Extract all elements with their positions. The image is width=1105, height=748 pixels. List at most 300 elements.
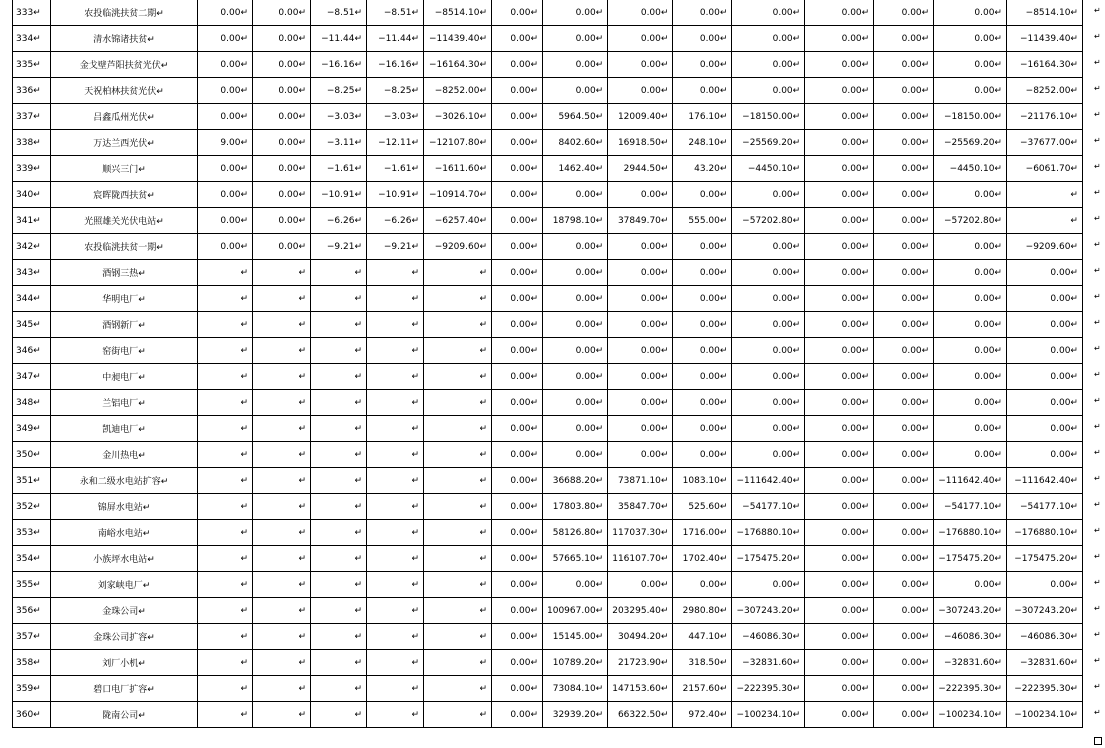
value-cell: 1716.00↵ — [673, 520, 732, 546]
table-row — [13, 182, 1083, 208]
value-cell: 0.00↵ — [874, 0, 934, 26]
value-cell: ↵ — [311, 572, 367, 598]
value-cell: 0.00↵ — [492, 364, 543, 390]
value-cell: 0.00↵ — [805, 338, 874, 364]
table-row — [13, 650, 1083, 676]
value-cell: −100234.10↵ — [732, 702, 805, 728]
value-cell: 0.00↵ — [874, 624, 934, 650]
value-cell: 0.00↵ — [198, 104, 253, 130]
row-end-mark: ↵ — [1094, 344, 1101, 353]
value-cell: 0.00↵ — [732, 78, 805, 104]
value-cell: −6257.40↵ — [424, 208, 492, 234]
value-cell: 0.00↵ — [934, 260, 1007, 286]
value-cell: 0.00↵ — [198, 26, 253, 52]
value-cell: 0.00↵ — [805, 52, 874, 78]
station-name-cell: 金珠公司扩容↵ — [51, 624, 198, 650]
table-resize-handle[interactable] — [1094, 737, 1102, 745]
value-cell: 0.00↵ — [732, 338, 805, 364]
value-cell: −8.51↵ — [367, 0, 424, 26]
value-cell: 0.00↵ — [492, 182, 543, 208]
value-cell: −175475.20↵ — [732, 546, 805, 572]
value-cell: ↵ — [424, 676, 492, 702]
value-cell: −18150.00↵ — [934, 104, 1007, 130]
row-number-cell: 358↵ — [13, 650, 51, 676]
table-row — [13, 442, 1083, 468]
row-end-mark: ↵ — [1094, 422, 1101, 431]
value-cell: 0.00↵ — [492, 598, 543, 624]
value-cell: 0.00↵ — [805, 624, 874, 650]
value-cell: −307243.20↵ — [1006, 598, 1082, 624]
value-cell: 0.00↵ — [874, 182, 934, 208]
value-cell: 0.00↵ — [492, 208, 543, 234]
value-cell: 0.00↵ — [253, 104, 311, 130]
value-cell: 2157.60↵ — [673, 676, 732, 702]
table-row — [13, 78, 1083, 104]
value-cell: 0.00↵ — [673, 0, 732, 26]
value-cell: 555.00↵ — [673, 208, 732, 234]
table-row — [13, 260, 1083, 286]
value-cell: 0.00↵ — [543, 442, 608, 468]
value-cell: 203295.40↵ — [608, 598, 673, 624]
value-cell: ↵ — [311, 598, 367, 624]
row-end-mark: ↵ — [1094, 318, 1101, 327]
value-cell: 2980.80↵ — [673, 598, 732, 624]
value-cell: −57202.80↵ — [732, 208, 805, 234]
value-cell: 116107.70↵ — [608, 546, 673, 572]
value-cell: ↵ — [367, 312, 424, 338]
value-cell: −18150.00↵ — [732, 104, 805, 130]
value-cell: 0.00↵ — [673, 442, 732, 468]
value-cell: 0.00↵ — [673, 364, 732, 390]
station-name-cell: 酒钢新厂↵ — [51, 312, 198, 338]
value-cell: −222395.30↵ — [1006, 676, 1082, 702]
table-row — [13, 624, 1083, 650]
row-end-mark: ↵ — [1094, 32, 1101, 41]
row-end-mark: ↵ — [1094, 58, 1101, 67]
row-end-mark: ↵ — [1094, 630, 1101, 639]
value-cell: 0.00↵ — [543, 364, 608, 390]
value-cell: 0.00↵ — [543, 234, 608, 260]
value-cell: −175475.20↵ — [934, 546, 1007, 572]
value-cell: ↵ — [311, 286, 367, 312]
table-row — [13, 468, 1083, 494]
value-cell: 0.00↵ — [874, 702, 934, 728]
value-cell: 0.00↵ — [492, 52, 543, 78]
value-cell: 2944.50↵ — [608, 156, 673, 182]
value-cell: −9.21↵ — [367, 234, 424, 260]
value-cell: ↵ — [424, 442, 492, 468]
value-cell: 0.00↵ — [805, 676, 874, 702]
value-cell: ↵ — [367, 286, 424, 312]
value-cell: 37849.70↵ — [608, 208, 673, 234]
value-cell: 0.00↵ — [805, 494, 874, 520]
row-number-cell: 340↵ — [13, 182, 51, 208]
value-cell: 0.00↵ — [253, 182, 311, 208]
value-cell: −54177.10↵ — [732, 494, 805, 520]
station-name-cell: 天祝柏林扶贫光伏↵ — [51, 78, 198, 104]
value-cell: 0.00↵ — [874, 130, 934, 156]
value-cell: −12107.80↵ — [424, 130, 492, 156]
value-cell: 0.00↵ — [543, 78, 608, 104]
value-cell: 0.00↵ — [492, 650, 543, 676]
value-cell: ↵ — [424, 286, 492, 312]
row-end-mark: ↵ — [1094, 396, 1101, 405]
value-cell: 0.00↵ — [492, 260, 543, 286]
value-cell: 0.00↵ — [492, 286, 543, 312]
value-cell: 0.00↵ — [934, 182, 1007, 208]
row-number-cell: 344↵ — [13, 286, 51, 312]
value-cell: ↵ — [1006, 208, 1082, 234]
value-cell: 0.00↵ — [492, 546, 543, 572]
value-cell: ↵ — [198, 390, 253, 416]
value-cell: ↵ — [198, 286, 253, 312]
value-cell: 0.00↵ — [874, 156, 934, 182]
value-cell: 0.00↵ — [805, 156, 874, 182]
row-number-cell: 353↵ — [13, 520, 51, 546]
value-cell: ↵ — [253, 702, 311, 728]
value-cell: 9.00↵ — [198, 130, 253, 156]
value-cell: 0.00↵ — [874, 26, 934, 52]
value-cell: 21723.90↵ — [608, 650, 673, 676]
value-cell: 0.00↵ — [253, 0, 311, 26]
value-cell: 0.00↵ — [732, 26, 805, 52]
row-end-mark: ↵ — [1094, 266, 1101, 275]
station-name-cell: 农投临洮扶贫一期↵ — [51, 234, 198, 260]
value-cell: 0.00↵ — [1006, 338, 1082, 364]
value-cell: 0.00↵ — [492, 26, 543, 52]
value-cell: 0.00↵ — [874, 468, 934, 494]
value-cell: 18798.10↵ — [543, 208, 608, 234]
row-number-cell: 345↵ — [13, 312, 51, 338]
station-name-cell: 万达兰西光伏↵ — [51, 130, 198, 156]
value-cell: ↵ — [424, 650, 492, 676]
value-cell: 0.00↵ — [673, 234, 732, 260]
station-name-cell: 农投临洮扶贫二期↵ — [51, 0, 198, 26]
value-cell: −8.51↵ — [311, 0, 367, 26]
row-end-mark: ↵ — [1094, 500, 1101, 509]
value-cell: 0.00↵ — [805, 650, 874, 676]
value-cell: 0.00↵ — [673, 312, 732, 338]
value-cell: 0.00↵ — [732, 286, 805, 312]
value-cell: ↵ — [253, 598, 311, 624]
value-cell: 0.00↵ — [492, 234, 543, 260]
table-row — [13, 156, 1083, 182]
value-cell: 0.00↵ — [608, 26, 673, 52]
value-cell: 0.00↵ — [198, 208, 253, 234]
table-row — [13, 312, 1083, 338]
value-cell: 0.00↵ — [805, 104, 874, 130]
row-end-mark: ↵ — [1094, 708, 1101, 717]
value-cell: 0.00↵ — [492, 572, 543, 598]
value-cell: 0.00↵ — [673, 572, 732, 598]
table-row — [13, 338, 1083, 364]
value-cell: −3026.10↵ — [424, 104, 492, 130]
station-name-cell: 宸晖陇西扶贫↵ — [51, 182, 198, 208]
value-cell: −12.11↵ — [367, 130, 424, 156]
value-cell: 0.00↵ — [608, 234, 673, 260]
row-number-cell: 354↵ — [13, 546, 51, 572]
value-cell: ↵ — [198, 702, 253, 728]
value-cell: −176880.10↵ — [1006, 520, 1082, 546]
value-cell: 0.00↵ — [874, 312, 934, 338]
value-cell: ↵ — [198, 494, 253, 520]
value-cell: ↵ — [311, 624, 367, 650]
station-name-cell: 中昶电厂↵ — [51, 364, 198, 390]
value-cell: 972.40↵ — [673, 702, 732, 728]
value-cell: −54177.10↵ — [934, 494, 1007, 520]
value-cell: −10.91↵ — [367, 182, 424, 208]
value-cell: 0.00↵ — [934, 52, 1007, 78]
value-cell: ↵ — [424, 546, 492, 572]
value-cell: 0.00↵ — [874, 520, 934, 546]
value-cell: 0.00↵ — [253, 52, 311, 78]
value-cell: −1.61↵ — [311, 156, 367, 182]
value-cell: −54177.10↵ — [1006, 494, 1082, 520]
table-row — [13, 0, 1083, 26]
row-number-cell: 336↵ — [13, 78, 51, 104]
value-cell: −9.21↵ — [311, 234, 367, 260]
value-cell: 0.00↵ — [805, 546, 874, 572]
station-name-cell: 兰铝电厂↵ — [51, 390, 198, 416]
station-name-cell: 南峪水电站↵ — [51, 520, 198, 546]
value-cell: −3.03↵ — [367, 104, 424, 130]
value-cell: 0.00↵ — [543, 52, 608, 78]
value-cell: 147153.60↵ — [608, 676, 673, 702]
value-cell: ↵ — [367, 494, 424, 520]
station-name-cell: 吕鑫瓜州光伏↵ — [51, 104, 198, 130]
value-cell: 0.00↵ — [543, 572, 608, 598]
value-cell: 0.00↵ — [1006, 260, 1082, 286]
value-cell: ↵ — [424, 338, 492, 364]
value-cell: 0.00↵ — [543, 312, 608, 338]
value-cell: 0.00↵ — [732, 52, 805, 78]
value-cell: 0.00↵ — [673, 286, 732, 312]
value-cell: ↵ — [311, 468, 367, 494]
value-cell: 0.00↵ — [805, 312, 874, 338]
value-cell: 0.00↵ — [1006, 364, 1082, 390]
value-cell: 0.00↵ — [805, 442, 874, 468]
station-name-cell: 陇南公司↵ — [51, 702, 198, 728]
value-cell: 15145.00↵ — [543, 624, 608, 650]
value-cell: −307243.20↵ — [934, 598, 1007, 624]
value-cell: ↵ — [367, 520, 424, 546]
value-cell: 12009.40↵ — [608, 104, 673, 130]
value-cell: 0.00↵ — [608, 572, 673, 598]
table-row — [13, 494, 1083, 520]
value-cell: 0.00↵ — [874, 442, 934, 468]
value-cell: −16.16↵ — [367, 52, 424, 78]
value-cell: −175475.20↵ — [1006, 546, 1082, 572]
value-cell: 525.60↵ — [673, 494, 732, 520]
value-cell: 0.00↵ — [934, 312, 1007, 338]
value-cell: 17803.80↵ — [543, 494, 608, 520]
value-cell: 0.00↵ — [492, 78, 543, 104]
station-name-cell: 华明电厂↵ — [51, 286, 198, 312]
value-cell: 0.00↵ — [874, 234, 934, 260]
value-cell: −16.16↵ — [311, 52, 367, 78]
value-cell: ↵ — [253, 416, 311, 442]
value-cell: −46086.30↵ — [732, 624, 805, 650]
value-cell: ↵ — [424, 312, 492, 338]
value-cell: ↵ — [253, 260, 311, 286]
value-cell: 0.00↵ — [874, 390, 934, 416]
value-cell: ↵ — [424, 702, 492, 728]
value-cell: 0.00↵ — [253, 208, 311, 234]
value-cell: 0.00↵ — [874, 598, 934, 624]
value-cell: ↵ — [311, 364, 367, 390]
value-cell: 0.00↵ — [198, 0, 253, 26]
row-end-mark: ↵ — [1094, 110, 1101, 119]
row-end-mark: ↵ — [1094, 136, 1101, 145]
value-cell: ↵ — [424, 416, 492, 442]
row-number-cell: 349↵ — [13, 416, 51, 442]
value-cell: 0.00↵ — [1006, 416, 1082, 442]
value-cell: 0.00↵ — [1006, 390, 1082, 416]
value-cell: ↵ — [367, 260, 424, 286]
value-cell: 0.00↵ — [608, 390, 673, 416]
value-cell: 0.00↵ — [934, 572, 1007, 598]
table-row — [13, 572, 1083, 598]
value-cell: 100967.00↵ — [543, 598, 608, 624]
row-number-cell: 343↵ — [13, 260, 51, 286]
value-cell: 0.00↵ — [874, 546, 934, 572]
value-cell: 0.00↵ — [934, 390, 1007, 416]
value-cell: 0.00↵ — [805, 390, 874, 416]
value-cell: ↵ — [253, 650, 311, 676]
value-cell: 0.00↵ — [805, 260, 874, 286]
value-cell: ↵ — [198, 468, 253, 494]
value-cell: ↵ — [367, 676, 424, 702]
value-cell: 0.00↵ — [1006, 286, 1082, 312]
value-cell: −111642.40↵ — [732, 468, 805, 494]
value-cell: −11439.40↵ — [424, 26, 492, 52]
value-cell: −6.26↵ — [367, 208, 424, 234]
row-number-cell: 339↵ — [13, 156, 51, 182]
value-cell: 1702.40↵ — [673, 546, 732, 572]
value-cell: 0.00↵ — [492, 0, 543, 26]
value-cell: ↵ — [253, 520, 311, 546]
value-cell: ↵ — [198, 650, 253, 676]
value-cell: ↵ — [198, 520, 253, 546]
value-cell: 0.00↵ — [1006, 312, 1082, 338]
value-cell: 0.00↵ — [805, 182, 874, 208]
value-cell: ↵ — [1006, 182, 1082, 208]
value-cell: −21176.10↵ — [1006, 104, 1082, 130]
value-cell: 5964.50↵ — [543, 104, 608, 130]
value-cell: −307243.20↵ — [732, 598, 805, 624]
value-cell: 0.00↵ — [198, 52, 253, 78]
value-cell: 0.00↵ — [492, 494, 543, 520]
value-cell: ↵ — [424, 520, 492, 546]
value-cell: 0.00↵ — [543, 286, 608, 312]
value-cell: −222395.30↵ — [732, 676, 805, 702]
value-cell: 0.00↵ — [543, 260, 608, 286]
station-name-cell: 永和二级水电站扩容↵ — [51, 468, 198, 494]
value-cell: 0.00↵ — [805, 468, 874, 494]
value-cell: ↵ — [311, 546, 367, 572]
row-end-mark: ↵ — [1094, 6, 1101, 15]
value-cell: 447.10↵ — [673, 624, 732, 650]
value-cell: ↵ — [311, 494, 367, 520]
value-cell: −3.11↵ — [311, 130, 367, 156]
value-cell: ↵ — [424, 468, 492, 494]
value-cell: 0.00↵ — [492, 416, 543, 442]
value-cell: 0.00↵ — [805, 130, 874, 156]
value-cell: 0.00↵ — [874, 104, 934, 130]
value-cell: −46086.30↵ — [934, 624, 1007, 650]
value-cell: 0.00↵ — [198, 234, 253, 260]
value-cell: 0.00↵ — [874, 52, 934, 78]
value-cell: 16918.50↵ — [608, 130, 673, 156]
row-end-mark: ↵ — [1094, 578, 1101, 587]
station-name-cell: 金戈壁芦阳扶贫光伏↵ — [51, 52, 198, 78]
value-cell: ↵ — [424, 260, 492, 286]
table-row — [13, 26, 1083, 52]
value-cell: ↵ — [367, 598, 424, 624]
value-cell: ↵ — [311, 702, 367, 728]
value-cell: ↵ — [424, 572, 492, 598]
value-cell: 0.00↵ — [934, 286, 1007, 312]
value-cell: −16164.30↵ — [424, 52, 492, 78]
table-row — [13, 598, 1083, 624]
value-cell: ↵ — [367, 390, 424, 416]
value-cell: 0.00↵ — [732, 442, 805, 468]
station-name-cell: 顺兴三门↵ — [51, 156, 198, 182]
value-cell: 0.00↵ — [805, 572, 874, 598]
value-cell: 43.20↵ — [673, 156, 732, 182]
value-cell: 0.00↵ — [608, 0, 673, 26]
value-cell: 0.00↵ — [805, 416, 874, 442]
value-cell: ↵ — [311, 676, 367, 702]
value-cell: 0.00↵ — [874, 676, 934, 702]
value-cell: 0.00↵ — [732, 260, 805, 286]
value-cell: ↵ — [367, 338, 424, 364]
table-row — [13, 208, 1083, 234]
value-cell: 0.00↵ — [253, 78, 311, 104]
row-number-cell: 350↵ — [13, 442, 51, 468]
value-cell: 0.00↵ — [608, 338, 673, 364]
value-cell: 0.00↵ — [673, 78, 732, 104]
table-row — [13, 416, 1083, 442]
value-cell: 318.50↵ — [673, 650, 732, 676]
row-end-mark: ↵ — [1094, 162, 1101, 171]
value-cell: 0.00↵ — [543, 390, 608, 416]
value-cell: −8.25↵ — [367, 78, 424, 104]
value-cell: −11.44↵ — [311, 26, 367, 52]
value-cell: 0.00↵ — [608, 52, 673, 78]
value-cell: 0.00↵ — [874, 208, 934, 234]
value-cell: −1.61↵ — [367, 156, 424, 182]
value-cell: 0.00↵ — [805, 702, 874, 728]
row-end-mark: ↵ — [1094, 552, 1101, 561]
value-cell: −32831.60↵ — [732, 650, 805, 676]
value-cell: ↵ — [311, 390, 367, 416]
value-cell: −11439.40↵ — [1006, 26, 1082, 52]
value-cell: ↵ — [367, 624, 424, 650]
value-cell: −176880.10↵ — [732, 520, 805, 546]
value-cell: ↵ — [198, 598, 253, 624]
row-end-mark: ↵ — [1094, 682, 1101, 691]
value-cell: −100234.10↵ — [934, 702, 1007, 728]
data-table — [12, 0, 1083, 728]
row-end-mark: ↵ — [1094, 370, 1101, 379]
value-cell: 0.00↵ — [805, 78, 874, 104]
value-cell: −32831.60↵ — [934, 650, 1007, 676]
value-cell: 0.00↵ — [805, 286, 874, 312]
value-cell: 0.00↵ — [805, 234, 874, 260]
row-number-cell: 347↵ — [13, 364, 51, 390]
value-cell: 0.00↵ — [732, 416, 805, 442]
